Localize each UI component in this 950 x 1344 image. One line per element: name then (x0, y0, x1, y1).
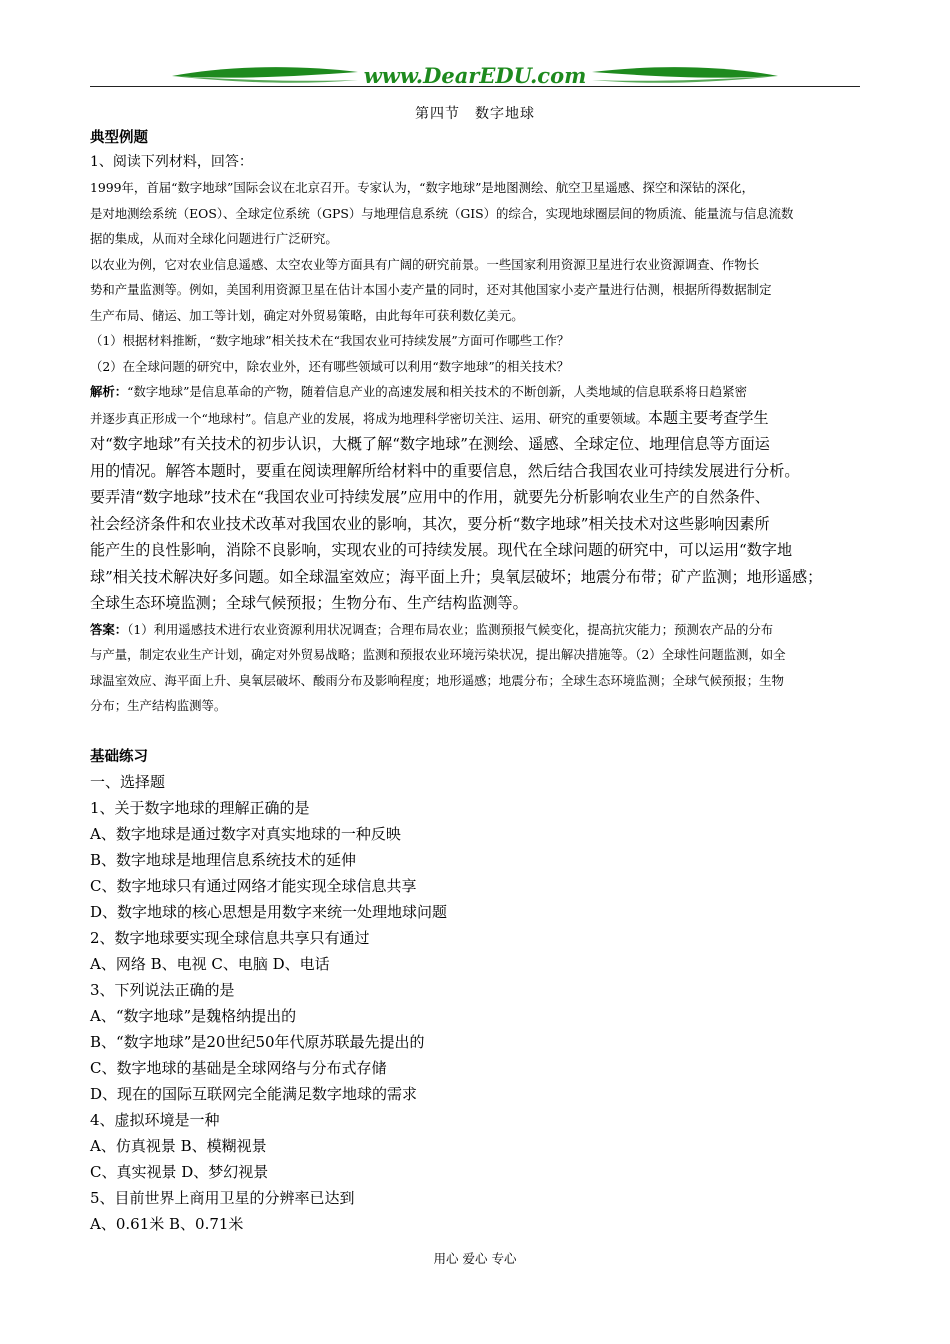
practice-line: C、真实视景 D、梦幻视景 (90, 1162, 269, 1181)
document-body (90, 126, 862, 1237)
section-title: 第四节 数字地球 (415, 106, 535, 122)
question-intro: 1、阅读下列材料，回答： (90, 154, 253, 170)
answer-line: 与产量，制定农业生产计划，确定对外贸易战略；监测和预报农业环境污染状况，提出解决措施等。（2）全球性问题监测，如全 (90, 647, 786, 662)
analysis-text: “数字地球”是信息革命的产物，随着信息产业的高速发展和相关技术的不断创新，人类地域的信息联系将日趋紧密 (127, 384, 747, 399)
sub-question-1: （1）根据材料推断，“数字地球”相关技术在“我国农业可持续发展”方面可作哪些工作？ (90, 333, 570, 348)
answer-line: 分布；生产结构监测等。 (90, 698, 227, 713)
practice-line: D、现在的国际互联网完全能满足数字地球的需求 (90, 1084, 418, 1103)
sub-question-2: （2）在全球问题的研究中，除农业外，还有哪些领域可以利用“数字地球”的相关技术？ (90, 358, 570, 374)
practice-line: A、“数字地球”是魏格纳提出的 (90, 1006, 297, 1025)
practice-line: C、数字地球只有通过网络才能实现全球信息共享 (90, 876, 417, 895)
answer-text: （1）利用遥感技术进行农业资源利用状况调查；合理布局农业；监测预报气候变化，提高抗灾能力；预测农产品的分布 (127, 621, 774, 637)
practice-line: 5、目前世界上商用卫星的分辨率已达到 (90, 1188, 355, 1207)
practice-line: 一、选择题 (90, 772, 166, 791)
answer-line: 球温室效应、海平面上升、臭氧层破坏、酸雨分布及影响程度；地形遥感；地震分布；全球生态环境监测；全球气候预报；生物 (90, 672, 784, 688)
material-line: 生产布局、储运、加工等计划，确定对外贸易策略，由此每年可获利数亿美元。 (90, 307, 524, 323)
practice-line: 1、关于数字地球的理解正确的是 (90, 798, 310, 817)
page-footer: 用心 爱心 专心 (433, 1251, 517, 1266)
analysis-line: 全球生态环境监测；全球气候预报；生物分布、生产结构监测等。 (90, 594, 528, 612)
practice-line: 4、虚拟环境是一种 (90, 1110, 220, 1129)
answer-block (90, 617, 862, 719)
practice-line: B、“数字地球”是20世纪50年代原苏联最先提出的 (90, 1032, 425, 1051)
example-heading: 典型例题 (90, 130, 148, 146)
analysis-paragraph (90, 431, 862, 617)
analysis-text: 本题主要考查学生 (647, 408, 769, 427)
analysis-line: 用的情况。解答本题时，要重在阅读理解所给材料中的重要信息，然后结合我国农业可持续发展进行分析。 (90, 461, 800, 480)
material-paragraph-2 (90, 252, 862, 329)
analysis-line: 社会经济条件和农业技术改革对我国农业的影响，其次，要分析“数字地球”相关技术对这些影响因素所 (90, 514, 770, 533)
practice-line: 2、数字地球要实现全球信息共享只有通过 (90, 928, 370, 947)
practice-heading: 基础练习 (90, 748, 148, 765)
analysis-text: 并逐步真正形成一个“地球村”。信息产业的发展，将成为地理科学密切关注、运用、研究的重要领域。 (90, 410, 648, 426)
analysis-label: 解析： (90, 384, 128, 399)
analysis-line: 要弄清“数字地球”技术在“我国农业可持续发展”应用中的作用，就要先分析影响农业生产的自然条件、 (90, 488, 770, 506)
material-line: 据的集成，从而对全球化问题进行广泛研究。 (90, 231, 338, 246)
practice-line: D、数字地球的核心思想是用数字来统一处理地球问题 (90, 902, 448, 921)
analysis-line: 对“数字地球”有关技术的初步认识，大概了解“数字地球”在测绘、遥感、全球定位、地理信息等方面运 (90, 435, 770, 453)
practice-line: A、0.61米 B、0.71米 (90, 1214, 244, 1233)
practice-line: A、数字地球是通过数字对真实地球的一种反映 (90, 824, 401, 843)
material-line: 1999年，首届“数字地球”国际会议在北京召开。专家认为，“数字地球”是地图测绘、航空卫星遥感、探空和深钻的深化， (90, 180, 755, 195)
analysis-block (90, 379, 862, 617)
analysis-line: 球”相关技术解决好多问题。如全球温室效应；海平面上升；臭氧层破坏；地震分布带；矿产监测；地形遥感； (90, 567, 823, 586)
practice-line: A、仿真视景 B、模糊视景 (90, 1136, 267, 1155)
practice-line: B、数字地球是地理信息系统技术的延伸 (90, 850, 357, 869)
practice-line: 3、下列说法正确的是 (90, 980, 235, 999)
practice-line: C、数字地球的基础是全球网络与分布式存储 (90, 1058, 387, 1077)
material-paragraph-1 (90, 175, 862, 252)
analysis-line: 能产生的良性影响，消除不良影响，实现农业的可持续发展。现代在全球问题的研究中，可以运用“数字地 (90, 541, 793, 559)
material-line: 是对地测绘系统（EOS）、全球定位系统（GPS）与地理信息系统（GIS）的综合，实现地球圈层间的物质流、能量流与信息流数 (90, 205, 794, 221)
practice-questions (90, 769, 862, 1237)
answer-paragraph (90, 642, 862, 719)
material-line: 势和产量监测等。例如，美国利用资源卫星在估计本国小麦产量的同时，还对其他国家小麦产量进行估测，根据所得数据制定 (90, 282, 772, 297)
material-line: 以农业为例，它对农业信息遥感、太空农业等方面具有广阔的研究前景。一些国家利用资源卫星进行农业资源调查、作物长 (90, 256, 760, 272)
header-rule (90, 86, 860, 87)
svg-text:www.DearEDU.com: www.DearEDU.com (363, 63, 587, 88)
practice-line: A、网络 B、电视 C、电脑 D、电话 (90, 954, 330, 973)
answer-label: 答案： (90, 621, 128, 637)
